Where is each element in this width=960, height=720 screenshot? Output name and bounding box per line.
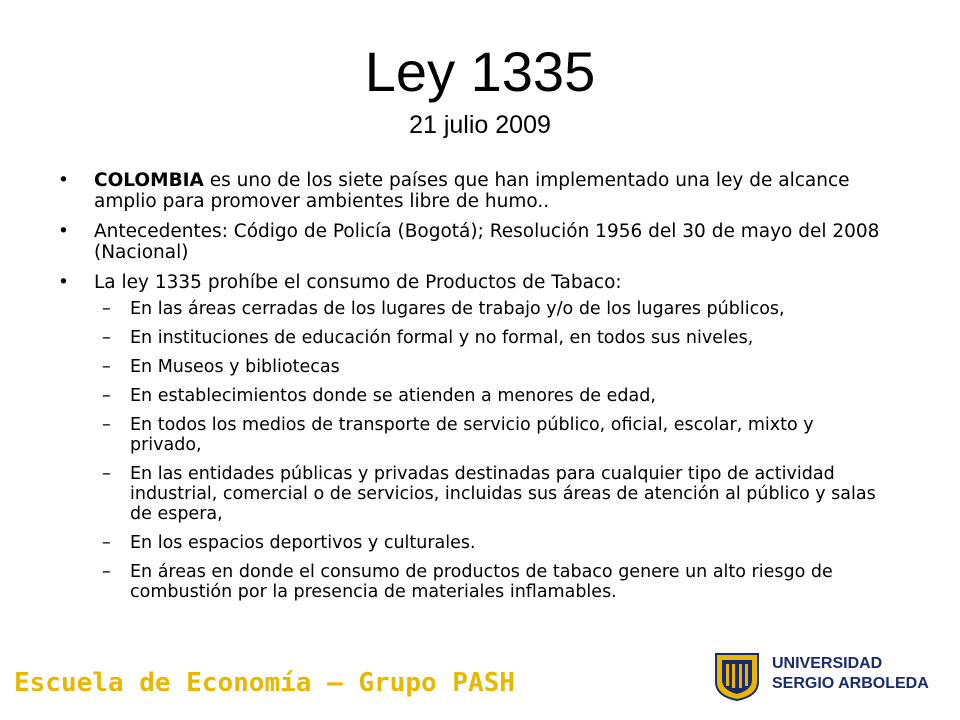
bullet-text: La ley 1335 prohíbe el consumo de Productos de Tabaco:: [94, 272, 622, 293]
university-logo: [712, 652, 932, 702]
logo-line-name: SERGIO ARBOLEDA: [772, 675, 929, 692]
sub-bullet-text: En Museos y bibliotecas: [130, 357, 340, 377]
sub-bullet-text: En las entidades públicas y privadas destinadas para cualquier tipo de actividad industrial, comercial o de servicios, incluidas sus áreas de atención al público y salas de espera,: [130, 464, 876, 524]
bullet-dot-icon: •: [58, 221, 69, 242]
sub-bullet-text: En instituciones de educación formal y no formal, en todos sus niveles,: [130, 328, 754, 348]
bullet-text: Antecedentes: Código de Policía (Bogotá); Resolución 1956 del 30 de mayo del 2008 (Nacional): [94, 221, 880, 263]
dash-icon: –: [102, 299, 111, 319]
dash-icon: –: [102, 464, 111, 484]
sub-bullet-list: [94, 299, 888, 602]
dash-icon: –: [102, 415, 111, 435]
bullet-antecedentes: [58, 221, 888, 263]
dash-icon: –: [102, 357, 111, 377]
bullet-dot-icon: •: [58, 272, 69, 293]
slide-content: [58, 170, 888, 611]
slide-subtitle: 21 julio 2009: [409, 111, 551, 139]
sub-bullet-item: [58, 357, 888, 377]
sub-bullet-item: [58, 464, 888, 524]
sub-bullet-item: [58, 299, 888, 319]
university-crest-icon: [712, 652, 762, 702]
sub-bullet-text: En los espacios deportivos y culturales.: [130, 533, 476, 553]
sub-bullet-item: [58, 533, 888, 553]
bullet-dot-icon: •: [58, 170, 69, 191]
bullet-prohibicion: [58, 272, 888, 602]
bullet-colombia: [58, 170, 888, 212]
sub-bullet-item: [58, 386, 888, 406]
sub-bullet-item: [58, 328, 888, 348]
sub-bullet-text: En establecimientos donde se atienden a menores de edad,: [130, 386, 656, 406]
bullet-text: es uno de los siete países que han implementado una ley de alcance amplio para promover ambientes libre de humo..: [94, 170, 850, 212]
dash-icon: –: [102, 533, 111, 553]
sub-bullet-item: [58, 415, 888, 455]
logo-text: [772, 654, 929, 694]
logo-line-university: UNIVERSIDAD: [772, 655, 883, 672]
bullet-bold-text: COLOMBIA: [94, 170, 204, 191]
dash-icon: –: [102, 328, 111, 348]
slide-title: Ley 1335: [364, 40, 596, 103]
sub-bullet-text: En las áreas cerradas de los lugares de trabajo y/o de los lugares públicos,: [130, 299, 785, 319]
sub-bullet-text: En todos los medios de transporte de servicio público, oficial, escolar, mixto y privado,: [130, 415, 814, 455]
bullet-list: [58, 170, 888, 602]
dash-icon: –: [102, 562, 111, 582]
sub-bullet-text: En áreas en donde el consumo de productos de tabaco genere un alto riesgo de combustión por la presencia de materiales inflamables.: [130, 562, 833, 602]
footer-text: Escuela de Economía – Grupo PASH: [14, 668, 515, 698]
dash-icon: –: [102, 386, 111, 406]
sub-bullet-item: [58, 562, 888, 602]
